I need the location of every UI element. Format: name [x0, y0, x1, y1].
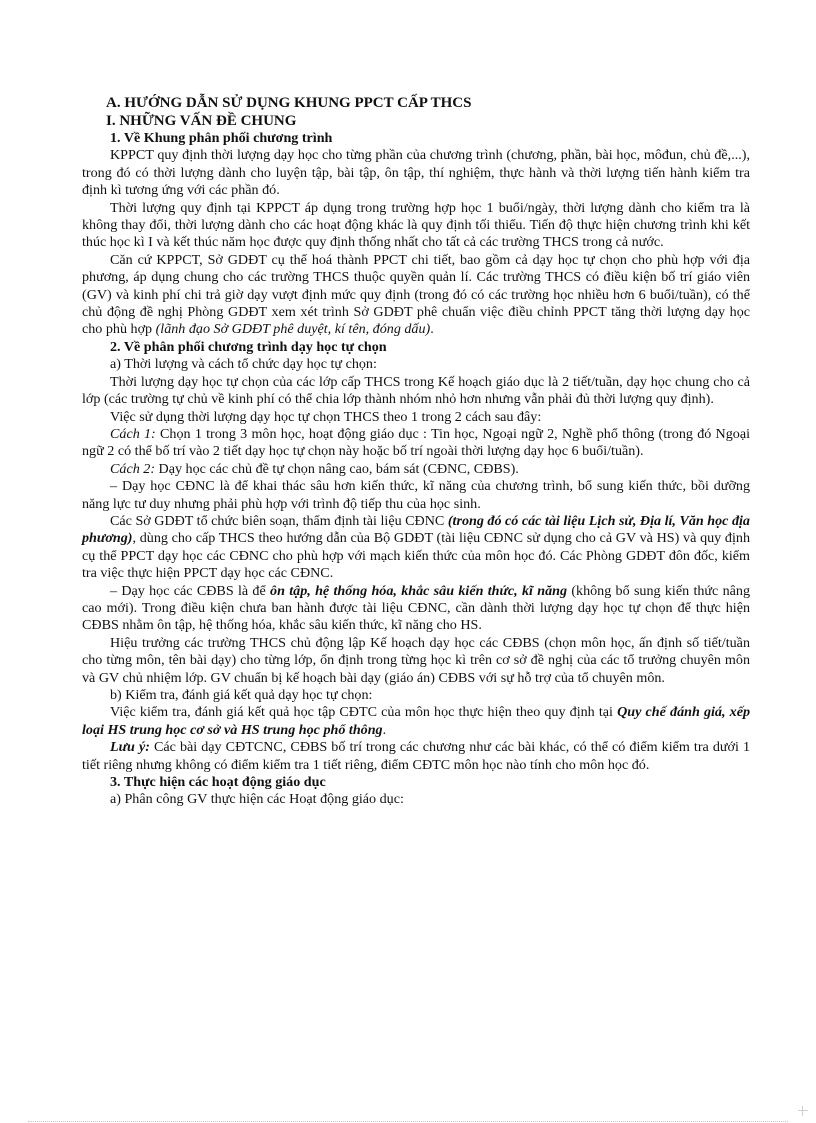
paragraph-text: .	[430, 321, 434, 338]
crop-mark-icon	[798, 1106, 808, 1116]
paragraph-text: Dạy học các chủ đề tự chọn nâng cao, bám sát (CĐNC, CĐBS).	[155, 460, 519, 477]
note-label: Lưu ý:	[110, 739, 150, 756]
paragraph: Thời lượng quy định tại KPPCT áp dụng trong trường hợp học 1 buổi/ngày, thời lượng dành cho kiểm tra là không thay đổi, thời lượng dành cho các hoạt động khác là quy định tối thiểu. Tiến độ thực hiện chương trình khi kết thúc học kì I và kết thúc năm học được quy định thống nhất cho tất cả các trường THCS trong cả nước.	[82, 199, 750, 251]
section-title-a: A. HƯỚNG DẪN SỬ DỤNG KHUNG PPCT CẤP THCS	[106, 95, 472, 111]
paragraph-text: Các bài dạy CĐTCNC, CĐBS bố trí trong các chương như các bài khác, có thể có điểm kiểm tra dưới 1 tiết riêng nhưng không có điểm kiểm tra 1 tiết riêng, điểm CĐTC môn học nào tính cho môn học đó.	[82, 739, 750, 773]
paragraph	[82, 461, 750, 478]
section-title-i: I. NHỮNG VẤN ĐỀ CHUNG	[106, 113, 297, 129]
subheading-a: a) Phân công GV thực hiện các Hoạt động giáo dục:	[110, 791, 404, 808]
italic-label: Cách 1:	[110, 425, 156, 442]
paragraph-text: Việc kiểm tra, đánh giá kết quả học tập CĐTC của môn học thực hiện theo quy định tại	[110, 704, 618, 721]
italic-text: (trong đó có các tài liệu Lịch sử, Địa lí, Văn học địa phương)	[82, 512, 750, 547]
italic-text: ôn tập, hệ thống hóa, khắc sâu kiến thức, kĩ năng	[270, 582, 568, 599]
paragraph: Hiệu trưởng các trường THCS chủ động lập Kế hoạch dạy học các CĐBS (chọn môn học, ấn định số tiết/tuần cho từng môn, tên bài dạy) cho từng lớp, ổn định trong từng học kì trên cơ sở đề nghị của các tổ trưởng chuyên môn và GV chủ nhiệm lớp. GV chuẩn bị kế hoạch bài dạy (giáo án) CĐBS với sự hỗ trợ của tổ chuyên môn.	[82, 634, 750, 686]
paragraph	[82, 513, 750, 583]
subheading-b: b) Kiểm tra, đánh giá kết quả dạy học tự chọn:	[110, 687, 373, 703]
paragraph	[82, 704, 750, 739]
subheading-a: a) Thời lượng và cách tổ chức dạy học tự chọn:	[110, 356, 377, 373]
paragraph: Thời lượng dạy học tự chọn của các lớp cấp THCS trong Kế hoạch giáo dục là 2 tiết/tuần, dạy học chung cho cả lớp (các trường tự chủ về kinh phí có thể chia lớp thành nhóm nhỏ hơn nhưng vẫn phải đủ thời lượng quy định).	[82, 373, 750, 408]
page-bottom-border	[28, 1121, 788, 1122]
note-paragraph	[82, 739, 750, 774]
paragraph	[82, 252, 750, 339]
paragraph-text: – Dạy học các CĐBS là để	[110, 582, 271, 599]
paragraph-text: Căn cứ KPPCT, Sở GDĐT cụ thể hoá thành PPCT chi tiết, bao gồm cả dạy học tự chọn cho phù hợp với địa phương, áp dụng chung cho các trường THCS thuộc quyền quản lí. Các trường THCS có điều kiện bố trí giáo viên (GV) và kinh phí chi trả giờ dạy vượt định mức quy định (trong đó có các trường học nhiều hơn 6 buổi/tuần), có thể chủ động đề nghị Phòng GDĐT xem xét trình Sở GDĐT phê chuẩn việc điều chỉnh PPCT tăng thời lượng dạy học cho phù hợp	[82, 251, 750, 338]
italic-text: Quy chế đánh giá, xếp loại HS trung học cơ sở và HS trung học phổ thông	[82, 704, 750, 738]
paragraph	[82, 583, 750, 635]
paragraph-text: (không bổ sung kiến thức nâng cao mới). Trong điều kiện chưa ban hành được tài liệu CĐNC, cần dành thời lượng dạy học tự chọn để thực hiện CĐBS nhằm ôn tập, hệ thống hóa, khắc sâu kiến thức, kĩ năng cho HS.	[82, 582, 750, 634]
heading-1: 1. Về Khung phân phối chương trình	[110, 130, 333, 146]
document-body	[82, 94, 750, 809]
paragraph-text: Chọn 1 trong 3 môn học, hoạt động giáo dục : Tin học, Ngoại ngữ 2, Nghề phổ thông (trong đó Ngoại ngữ 2 có thể bố trí vào 2 tiết dạy học tự chọn này hoặc bố trí ngoài thời lượng dạy học 6 buổi/tuần).	[82, 425, 750, 460]
paragraph-text: Các Sở GDĐT tổ chức biên soạn, thẩm định tài liệu CĐNC	[110, 512, 448, 529]
paragraph: – Dạy học CĐNC là để khai thác sâu hơn kiến thức, kĩ năng của chương trình, bổ sung kiến thức, bồi dưỡng năng lực tư duy nhưng phải phù hợp với trình độ tiếp thu của học sinh.	[82, 478, 750, 512]
paragraph-text: , dùng cho cấp THCS theo hướng dẫn của Bộ GDĐT (tài liệu CĐNC sử dụng cho cả GV và HS) và quy định cụ thể PPCT dạy học các CĐNC cho phù hợp với mạch kiến thức của môn học đó. Các Phòng GDĐT đôn đốc, kiểm tra việc thực hiện PPCT dạy học các CĐNC.	[82, 530, 750, 582]
paragraph: KPPCT quy định thời lượng dạy học cho từng phần của chương trình (chương, phần, bài học, môđun, chủ đề,...), trong đó có thời lượng dành cho luyện tập, bài tập, ôn tập, thí nghiệm, thực hành và thời lượng tiến hành kiểm tra định kì tương ứng với các phần đó.	[82, 147, 750, 199]
heading-2: 2. Về phân phối chương trình dạy học tự chọn	[110, 338, 387, 355]
italic-label: Cách 2:	[110, 460, 156, 477]
heading-3: 3. Thực hiện các hoạt động giáo dục	[110, 774, 326, 791]
italic-text: (lãnh đạo Sở GDĐT phê duyệt, kí tên, đóng dấu)	[155, 321, 431, 338]
paragraph-text: .	[382, 721, 387, 738]
paragraph: Việc sử dụng thời lượng dạy học tự chọn THCS theo 1 trong 2 cách sau đây:	[110, 408, 542, 425]
paragraph	[82, 426, 750, 461]
